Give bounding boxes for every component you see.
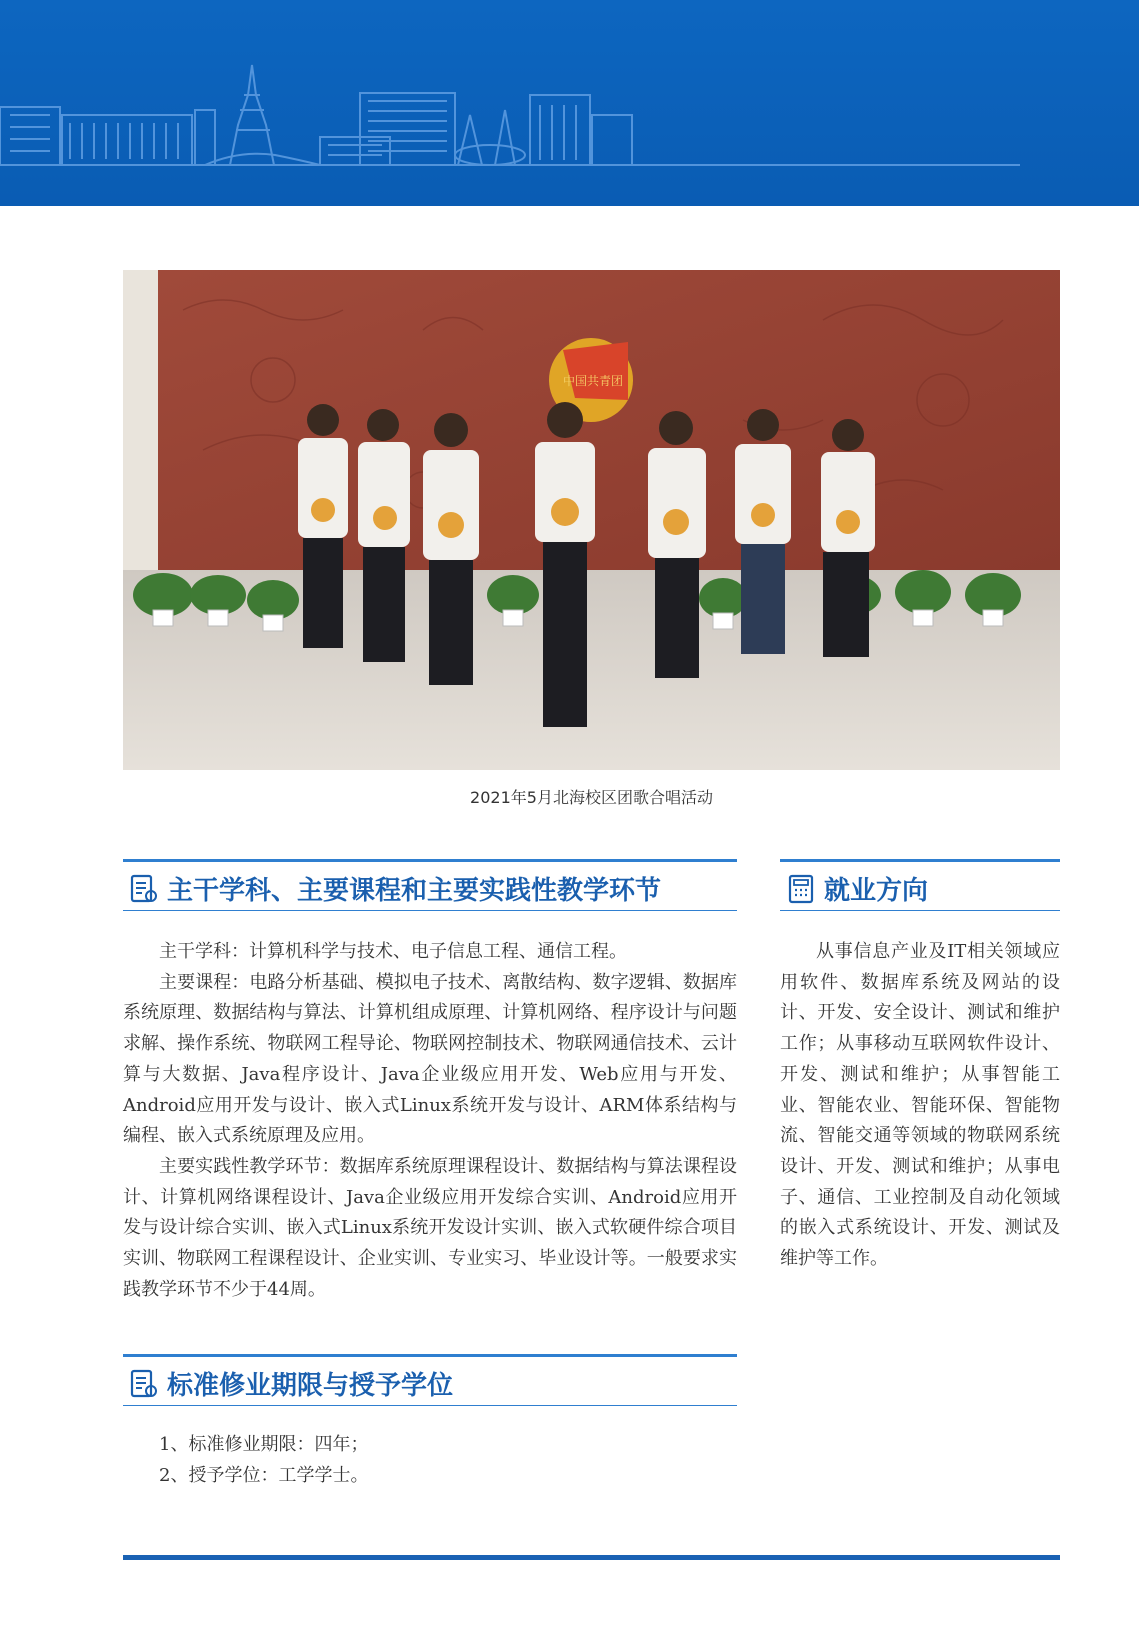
- photo-caption: 2021年5月北海校区团歌合唱活动: [470, 788, 713, 807]
- group-photo: [123, 270, 1060, 770]
- section-employment-header: [780, 859, 1060, 911]
- section-main-title: 主干学科、主要课程和主要实践性教学环节: [167, 876, 662, 906]
- calculator-icon: [786, 874, 816, 908]
- svg-text:中国共青团: 中国共青团: [562, 374, 624, 388]
- employment-paragraph: 从事信息产业及IT相关领域应用软件、数据库系统及网站的设计、开发、安全设计、测试和维护工作；从事移动互联网软件设计、开发、测试和维护；从事智能工业、智能农业、智能环保、智能物流、智能交通等领域的物联网系统设计、开发、测试和维护；从事电子、通信、工业控制及自动化领域的嵌入式系统设计、开发、测试及维护等工作。: [780, 941, 1060, 1270]
- document-list-icon: [129, 1369, 159, 1403]
- main-subjects-paragraph: 主干学科：计算机科学与技术、电子信息工程、通信工程。: [159, 941, 627, 962]
- section-degree-body: [123, 1430, 737, 1491]
- main-courses-paragraph: 主要课程：电路分析基础、模拟电子技术、离散结构、数字逻辑、数据库系统原理、数据结构与算法、计算机组成原理、计算机网络、程序设计与问题求解、操作系统、物联网工程导论、物联网控制技术、物联网通信技术、云计算与大数据、Java程序设计、Java企业级应用开发、Web应用与开发、Android应用开发与设计、嵌入式Linux系统开发与设计、ARM体系结构与编程、嵌入式系统原理及应用。: [123, 971, 737, 1147]
- section-main-header: [123, 859, 737, 911]
- section-degree-header: [123, 1354, 737, 1406]
- section-employment-title: 就业方向: [824, 876, 929, 906]
- degree-item-degree: 2、授予学位：工学学士。: [159, 1464, 369, 1486]
- section-employment-body: [780, 937, 1060, 1275]
- section-degree-title: 标准修业期限与授予学位: [167, 1371, 454, 1401]
- section-main-body: [123, 937, 737, 1305]
- degree-item-duration: 1、标准修业期限：四年；: [159, 1434, 369, 1455]
- practice-paragraph: 主要实践性教学环节：数据库系统原理课程设计、数据结构与算法课程设计、计算机网络课程设计、Java企业级应用开发综合实训、Android应用开发与设计综合实训、嵌入式Linux系统开发设计实训、嵌入式软硬件综合项目实训、物联网工程课程设计、企业实训、专业实习、毕业设计等。一般要求实践教学环节不少于44周。: [123, 1155, 737, 1300]
- bottom-rule: [123, 1555, 1060, 1560]
- document-list-icon: [129, 874, 159, 908]
- campus-skyline-illustration: [0, 55, 1139, 175]
- header-banner: [0, 0, 1139, 206]
